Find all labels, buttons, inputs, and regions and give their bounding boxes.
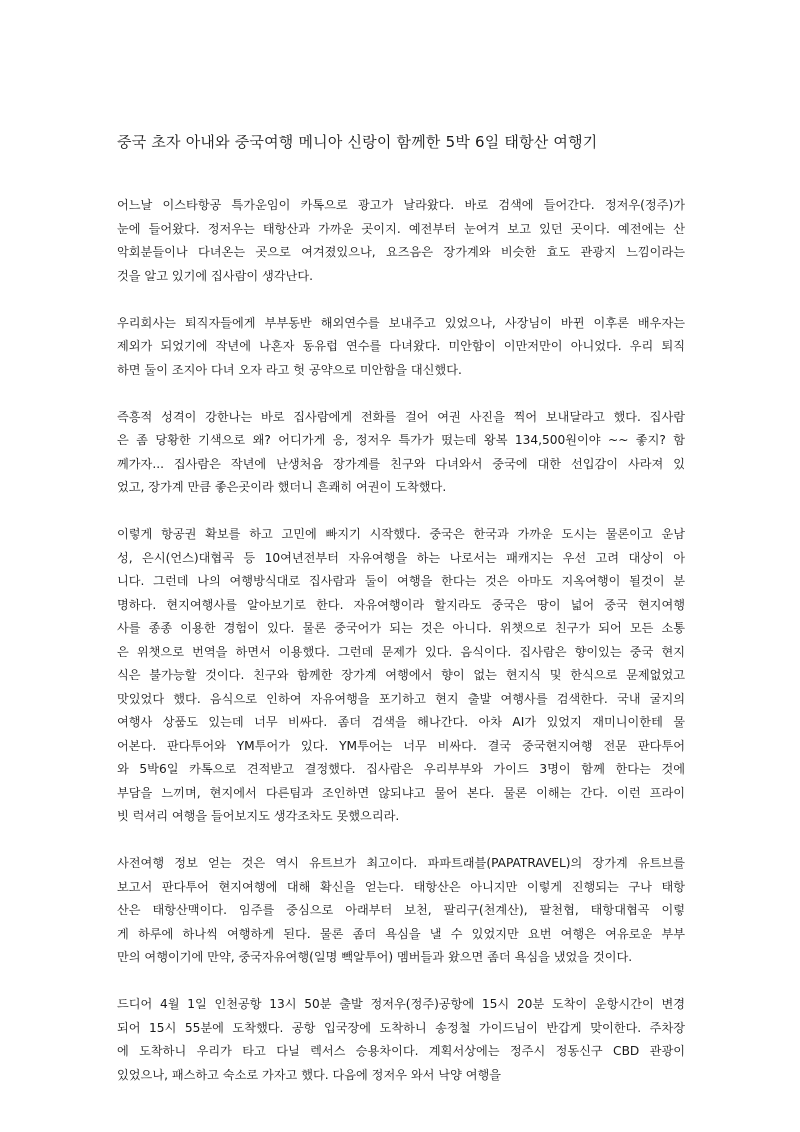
paragraph-line: 어본다. 판다투어와 YM투어가 있다. YM투어는 너무 비싸다. 결국 중국현지여행 전문 판다투어: [117, 738, 685, 753]
paragraph-line: 보고서 판다투어 현지여행에 대해 확신을 얻는다. 태항산은 아니지만 이렇게 진행되는 구나 태항: [117, 879, 685, 894]
document-body: [117, 194, 685, 1111]
paragraph: [117, 194, 685, 288]
paragraph-line: 있었으나, 패스하고 숙소로 가자고 했다. 다음에 정저우 와서 낙양 여행을: [117, 1067, 502, 1082]
paragraph-line: 은 위챗으로 번역을 하면서 이용했다. 그런데 문제가 있다. 음식이다. 집사람은 향이있는 중국 현지: [117, 644, 685, 659]
document-title: 중국 초자 아내와 중국여행 메니아 신랑이 함께한 5박 6일 태항산 여행기: [117, 133, 598, 151]
paragraph-line: 에 도착하니 우리가 타고 다닐 렉서스 승용차이다. 계획서상에는 정주시 정동신구 CBD 관광이: [117, 1044, 685, 1058]
paragraph-line: 이렇게 항공권 확보를 하고 고민에 빠지기 시작했다. 중국은 한국과 가까운 도시는 물론이고 운남: [117, 527, 685, 541]
paragraph-line: 산은 태항산맥이다. 임주를 중심으로 아래부터 보천, 팔리구(천계산), 팔천협, 태항대협곡 이렇: [117, 903, 685, 917]
paragraph: [117, 852, 685, 970]
paragraph: [117, 523, 685, 829]
paragraph-line: 사전여행 정보 얻는 것은 역시 유트브가 최고이다. 파파트래블(PAPATRAVEL)의 장가계 유트브를: [117, 856, 685, 870]
paragraph-line: 빗 럭셔리 여행을 들어보지도 생각조차도 못했으리라.: [117, 809, 400, 823]
paragraph-line: 명하다. 현지여행사를 알아보기로 한다. 자유여행이라 할지라도 중국은 땅이 넓어 중국 현지여행: [117, 597, 685, 612]
paragraph-line: 니다. 그런데 나의 여행방식대로 집사람과 둘이 여행을 한다는 것은 아마도 지옥여행이 될것이 분: [117, 574, 685, 588]
paragraph: [117, 993, 685, 1087]
paragraph-line: 악회분들이나 다녀온는 곳으로 여겨졌있으나, 요즈음은 장가계와 비슷한 효도 관광지 느낌이라는: [117, 245, 685, 259]
paragraph: [117, 406, 685, 500]
paragraph-line: 부담을 느끼며, 현지에서 다른팀과 조인하면 않되냐고 물어 본다. 물론 이해는 간다. 이런 프라이: [117, 785, 685, 800]
paragraph-line: 하면 둘이 조지아 다녀 오자 라고 헛 공약으로 미안함을 대신했다.: [117, 362, 462, 377]
paragraph-line: 었고, 장가계 만큼 좋은곳이라 했더니 흔쾌히 여권이 도착했다.: [117, 480, 447, 494]
paragraph-line: 제외가 되었기에 작년에 나혼자 동유럽 연수를 다녀왔다. 미안함이 이만저만이 아니었다. 우리 퇴직: [117, 339, 685, 353]
paragraph-line: 눈에 들어왔다. 정저우는 태항산과 가까운 곳이지. 예전부터 눈여겨 보고 있던 곳이다. 예전에는 산: [117, 221, 685, 236]
paragraph-line: 맛있었다 했다. 음식으로 인하여 자유여행을 포기하고 현지 출발 여행사를 검색한다. 국내 굴지의: [117, 691, 685, 706]
paragraph-line: 어느날 이스타항공 특가운임이 카톡으로 광고가 날라왔다. 바로 검색에 들어간다. 정저우(정주)가: [117, 198, 685, 212]
paragraph-line: 게 하루에 하나씩 여행하게 된다. 물론 좀더 욕심을 낼 수 있었지만 요번 여행은 여유로운 부부: [117, 926, 685, 941]
paragraph-line: 성, 은시(언스)대협곡 등 10여년전부터 자유여행을 하는 나로서는 패캐지는 우선 고려 대상이 아: [117, 550, 685, 565]
paragraph-line: 되어 15시 55분에 도착했다. 공항 입국장에 도착하니 송정철 가이드님이 반갑게 맞이한다. 주차장: [117, 1020, 685, 1035]
paragraph-line: 께가자... 집사람은 작년에 난생처음 장가계를 친구와 다녀와서 중국에 대한 선입감이 사라져 있: [117, 456, 685, 471]
paragraph-line: 은 좀 당황한 기색으로 왜? 어디가게 응, 정저우 특가가 떴는데 왕복 134,500원이야 ~~ 좋지? 함: [117, 433, 685, 447]
paragraph-line: 드디어 4월 1일 인천공항 13시 50분 출발 정저우(정주)공항에 15시 20분 도착이 운항시간이 변경: [117, 997, 685, 1011]
paragraph-line: 여행사 상품도 있는데 너무 비싸다. 좀더 검색을 해나간다. 아차 AI가 있었지 재미니이한테 물: [117, 715, 685, 729]
paragraph-line: 우리회사는 퇴직자들에게 부부동반 해외연수를 보내주고 있었으나, 사장님이 바뀐 이후론 배우자는: [117, 315, 685, 330]
paragraph-line: 와 5박6일 카톡으로 견적받고 결정했다. 집사람은 우리부부와 가이드 3명이 함께 한다는 것에: [117, 762, 685, 776]
paragraph-line: 만의 여행이기에 만약, 중국자유여행(일명 빽알투어) 멤버들과 왔으면 좀더 욕심을 냈었을 것이다.: [117, 950, 633, 964]
paragraph-line: 식은 불가능할 것이다. 친구와 함께한 장가계 여행에서 향이 없는 현지식 및 한식으로 문제없었고: [117, 668, 685, 682]
paragraph-line: 것을 알고 있기에 집사람이 생각난다.: [117, 268, 313, 283]
paragraph-line: 사를 종종 이용한 경험이 있다. 물론 중국어가 되는 것은 아니다. 위챗으로 친구가 되어 모든 소통: [117, 621, 685, 635]
paragraph-line: 즉흥적 성격이 강한나는 바로 집사람에게 전화를 걸어 여권 사진을 찍어 보내달라고 했다. 집사람: [117, 409, 685, 424]
paragraph: [117, 312, 685, 383]
